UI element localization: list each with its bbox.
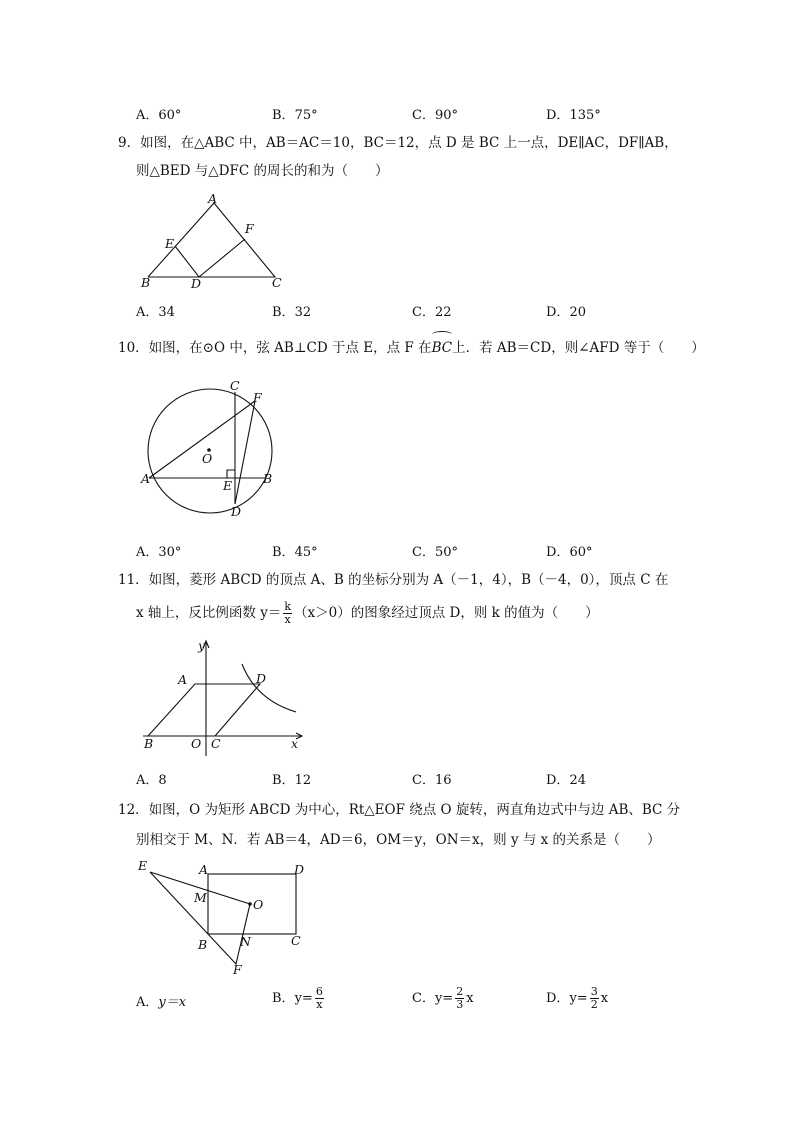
q9-option-d[interactable]: D．20 [546, 305, 586, 320]
q12-label-n: N [240, 934, 251, 949]
q10-option-d[interactable]: D．60° [546, 545, 593, 560]
q10-segment-af [149, 401, 255, 478]
q10-figure [138, 378, 288, 523]
q12-rectangle-abcd [208, 874, 296, 934]
q12-label-m: M [194, 890, 207, 905]
q9-line2: 则△BED 与△DFC 的周长的和为（ ） [136, 163, 389, 179]
q11-label-a: A [178, 672, 188, 687]
q11-label-c: C [211, 736, 221, 751]
q11-figure [138, 636, 308, 760]
q9-option-c[interactable]: C．22 [412, 305, 452, 320]
q8-option-d[interactable]: D．135° [546, 108, 601, 123]
q9-label-e: E [165, 236, 175, 251]
q12-label-f: F [233, 962, 242, 977]
q12-option-d-fraction: $\frac{3}{2}$ [590, 985, 598, 1011]
q10-line1: 10．如图，在⊙O 中，弦 AB⊥CD 于点 E，点 F 在BC上．若 AB＝CD，则∠AFD 等于（ ） [118, 335, 705, 361]
q12-option-c-fraction: $\frac{2}{3}$ [456, 985, 464, 1011]
q11-line2: x 轴上，反比例函数 y＝ $\frac{k}{x}$ （x＞0）的图象经过顶点 D，则 k 的值为（ ） [136, 600, 599, 626]
q9-segments-ed-df [175, 239, 245, 277]
q12-label-c: C [291, 933, 301, 948]
q12-line2: 别相交于 M、N．若 AB＝4，AD＝6，OM＝y，ON＝x，则 y 与 x 的关系是（ ） [136, 832, 661, 848]
q11-option-c[interactable]: C．16 [412, 773, 452, 788]
q12-label-b: B [198, 937, 208, 952]
q10-label-b: B [263, 471, 273, 486]
q10-option-c[interactable]: C．50° [412, 545, 458, 560]
q9-option-b[interactable]: B．32 [272, 305, 312, 320]
q12-label-o: O [253, 897, 264, 912]
q10-label-a: A [141, 471, 151, 486]
q10-option-a[interactable]: A．30° [136, 545, 182, 560]
q10-segment-fd [235, 401, 255, 504]
q9-option-a[interactable]: A．34 [136, 305, 175, 320]
q11-rhombus-abcd [148, 684, 260, 736]
q12-figure [134, 856, 314, 980]
q8-option-a[interactable]: A．60° [136, 108, 182, 123]
q12-label-a: A [199, 862, 209, 877]
q11-label-x: x [291, 736, 299, 751]
q11-hyperbola [242, 664, 296, 712]
q10-arc-bc: BC [432, 335, 453, 361]
q11-label-y: y [198, 638, 206, 653]
q10-label-d: D [231, 504, 242, 519]
q11-label-o: O [191, 736, 202, 751]
q10-option-b[interactable]: B．45° [272, 545, 318, 560]
q9-label-b: B [141, 275, 151, 290]
q10-label-f: F [253, 390, 262, 405]
q9-line1: 9．如图，在△ABC 中，AB＝AC＝10，BC＝12，点 D 是 BC 上一点，DE∥AC，DF∥AB， [118, 135, 678, 151]
q11-option-b[interactable]: B．12 [272, 773, 312, 788]
q8-option-b[interactable]: B．75° [272, 108, 318, 123]
q12-center-point [248, 902, 252, 906]
q11-line1: 11．如图，菱形 ABCD 的顶点 A、B 的坐标分别为 A（－1，4），B（－4，0），顶点 C 在 [118, 572, 669, 588]
q11-label-d: D [256, 671, 267, 686]
q9-label-d: D [191, 276, 202, 291]
q9-label-f: F [245, 221, 254, 236]
q9-figure [138, 190, 288, 290]
q11-option-d[interactable]: D．24 [546, 773, 586, 788]
q9-label-c: C [272, 275, 282, 290]
q12-option-b-fraction: $\frac{6}{x}$ [315, 985, 323, 1011]
q12-line1: 12．如图，O 为矩形 ABCD 为中心，Rt△EOF 绕点 O 旋转，两直角边式中与边 AB、BC 分 [118, 802, 681, 818]
q12-option-c[interactable]: C．y= $\frac{2}{3}$ x [412, 985, 474, 1011]
q12-option-d[interactable]: D．y= $\frac{3}{2}$ x [546, 985, 609, 1011]
q11-option-a[interactable]: A．8 [136, 773, 167, 788]
q10-right-angle-mark [227, 470, 235, 478]
q11-fraction-k-over-x: $\frac{k}{x}$ [284, 600, 291, 626]
q12-label-e: E [138, 858, 148, 873]
q10-label-o: O [202, 451, 213, 466]
q11-label-b: B [144, 736, 154, 751]
q10-label-e: E [223, 478, 233, 493]
q8-option-c[interactable]: C．90° [412, 108, 458, 123]
q9-label-a: A [208, 191, 218, 206]
q10-label-c: C [230, 378, 240, 393]
q12-option-a[interactable]: A．y＝x [136, 995, 187, 1010]
q12-label-d: D [294, 862, 305, 877]
q12-option-b[interactable]: B．y= $\frac{6}{x}$ [272, 985, 323, 1011]
